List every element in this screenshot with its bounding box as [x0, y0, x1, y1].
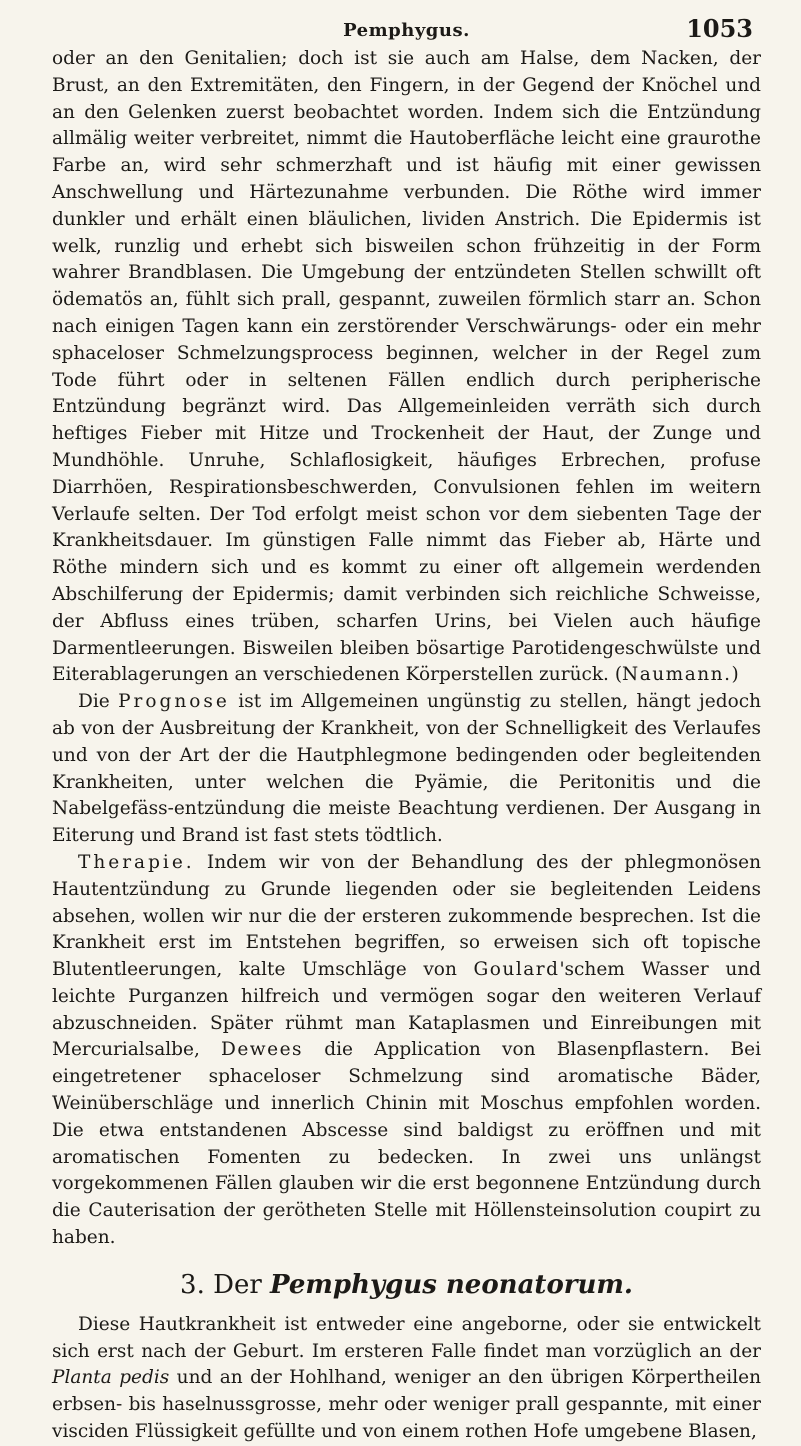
citation-open: (: [608, 664, 623, 686]
prognosis-lead: Die: [78, 691, 119, 713]
therapy-text-a: Indem wir von der Behandlung des der phlegmonösen Hautentzündung zu Grunde liegenden oder sie begleitenden Leidens absehen, wollen wir nur die der ersteren zukommende besprechen. Ist die Krankheit erst im Entstehen begriffen, so erweisen sich oft topische Blutentleerungen, kalte Umschläge von: [52, 851, 761, 981]
paragraph-therapy: [52, 850, 761, 1252]
planta-pedis-term: Planta pedis: [52, 1367, 170, 1389]
prognosis-text: ist im Allgemeinen ungünstig zu stellen, hängt jedoch ab von der Ausbreitung der Krankheit, von der Schnelligkeit des Verlaufes und von der Art der die Hautphlegmone bedingenden oder begleitenden Krankheiten, unter welchen die Pyämie, die Peritonitis und die Nabelgefäss-entzündung die meiste Beachtung verdienen. Der Ausgang in Eiterung und Brand ist fast stets tödtlich.: [52, 691, 761, 847]
paragraph-pemphygus: [52, 1312, 761, 1446]
running-header: [52, 0, 761, 46]
section-title: Pemphygus neonatorum.: [270, 1269, 633, 1300]
paragraph-symptoms-text: oder an den Genitalien; doch ist sie auch am Halse, dem Nacken, der Brust, an den Extremitäten, den Fingern, in der Gegend der Knöchel und an den Gelenken zuerst beobachtet worden. Indem sich die Entzündung allmälig weiter verbreitet, nimmt die Hautoberfläche leicht eine graurothe Farbe an, wird sehr schmerzhaft und ist häufig mit einer gewissen Anschwellung und Härtezunahme verbunden. Die Röthe wird immer dunkler und erhält einen bläulichen, lividen Anstrich. Die Epidermis ist welk, runzlig und erhebt sich bisweilen schon frühzeitig in der Form wahrer Brandblasen. Die Umgebung der entzündeten Stellen schwillt oft ödematös an, fühlt sich prall, gespannt, zuweilen förmlich starr an. Schon nach einigen Tagen kann ein zerstörender Verschwärungs- oder ein mehr sphaceloser Schmelzungsprocess beginnen, welcher in der Regel zum Tode führt oder in seltenen Fällen endlich durch peripherische Entzündung begränzt wird. Das Allgemeinleiden verräth sich durch heftiges Fieber mit Hitze und Trockenheit der Haut, der Zunge und Mundhöhle. Unruhe, Schlaflosigkeit, häufiges Erbrechen, profuse Diarrhöen, Respirationsbeschwerden, Convulsionen fehlen im weitern Verlaufe selten. Der Tod erfolgt meist schon vor dem siebenten Tage der Krankheitsdauer. Im günstigen Falle nimmt das Fieber ab, Härte und Röthe mindern sich und es kommt zu einer oft allgemein werdenden Abschilferung der Epidermis; damit verbinden sich reichliche Schweisse, der Abfluss eines trüben, scharfen Urins, bei Vielen auch häufige Darmentleerungen. Bisweilen bleiben bösartige Parotidengeschwülste und Eiterablagerungen an verschiedenen Körperstellen zurück.: [52, 48, 761, 686]
prognosis-term: Prognose: [118, 691, 230, 713]
section-prefix: 3. Der: [180, 1269, 271, 1300]
author-dewees: Dewees: [221, 1039, 304, 1061]
pemphygus-text-a: Diese Hautkrankheit ist entweder eine angeborne, oder sie entwickelt sich erst nach der Geburt. Im ersteren Falle findet man vorzüglich an der: [52, 1313, 761, 1362]
citation-author: Naumann.: [622, 664, 732, 686]
pemphygus-text-b: und an der Hohlhand, weniger an den übrigen Körpertheilen erbsen- bis haselnussgrosse, mehr oder weniger prall gespannte, mit einer visciden Flüssigkeit gefüllte und von einem rothen Hofe umgebene Blasen,: [52, 1367, 762, 1443]
paragraph-symptoms: [52, 46, 761, 689]
section-heading: [52, 1268, 761, 1302]
therapy-text-b: 'schem Wasser und leichte Purganzen hilfreich und vermögen sogar den weiteren Verlauf abzuschneiden. Später rühmt man Kataplasmen und Einreibungen mit Mercurialsalbe,: [52, 959, 761, 1061]
paragraph-prognosis: [52, 689, 761, 850]
body-text: [52, 46, 761, 1446]
therapy-text-c: die Application von Blasenpflastern. Bei eingetretener sphaceloser Schmelzung sind aromatische Bäder, Weinüberschläge und innerlich Chinin mit Moschus empfohlen worden. Die etwa entstandenen Abscesse sind baldigst zu eröffnen und mit aromatischen Fomenten zu bedecken. In zwei uns unlängst vorgekommenen Fällen glauben wir die erst begonnene Entzündung durch die Cauterisation der gerötheten Stelle mit Höllensteinsolution coupirt zu haben.: [52, 1039, 761, 1249]
page-number: 1053: [686, 14, 753, 43]
author-goulard: Goulard: [473, 959, 560, 981]
therapy-term: Therapie.: [78, 851, 195, 873]
citation-close: ): [731, 664, 739, 686]
running-title: Pemphygus.: [343, 20, 470, 41]
